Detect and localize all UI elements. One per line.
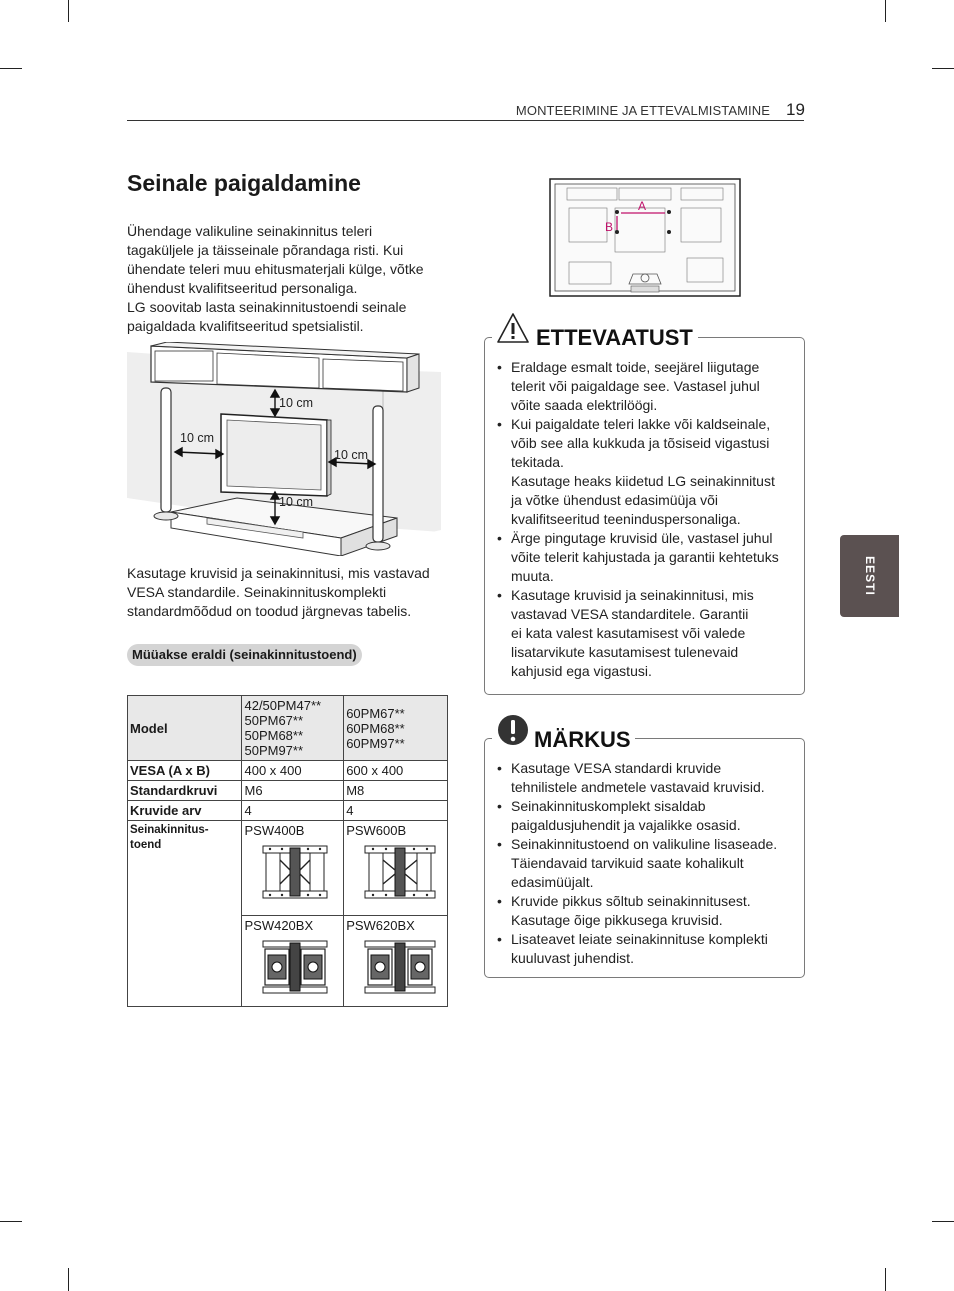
list-item: • Kruvide pikkus sõltub seinakinnitusest. Kasutage õige pikkusega kruvisid.: [485, 892, 804, 930]
models-cell: [242, 696, 344, 761]
vesa-header: VESA (A x B): [128, 761, 242, 781]
table-row: [128, 781, 448, 801]
model-name: 50PM67**: [244, 713, 304, 728]
model-name: 60PM67**: [346, 705, 405, 721]
crop-mark: [885, 0, 886, 22]
note-title: MÄRKUS: [530, 727, 635, 753]
bracket-image: [364, 939, 436, 995]
bracket-cell: [344, 916, 448, 1007]
caution-heading: [492, 312, 698, 352]
header-rule: [127, 120, 804, 121]
intro-line: paigaldada kvalifitseeritud spetsialistil.: [127, 318, 364, 334]
bracket-image: [262, 939, 328, 995]
screw-value: M8: [344, 781, 448, 801]
screw-count-value: 4: [344, 801, 448, 821]
bracket-header-line: Seinakinnitus-: [130, 824, 209, 836]
note-heading: [492, 714, 632, 754]
table-row: [128, 761, 448, 781]
vesa-value: 600 x 400: [344, 761, 448, 781]
caution-title: ETTEVAATUST: [532, 325, 697, 351]
intro-paragraph: [127, 222, 447, 336]
bracket-model: PSW620BX: [346, 918, 415, 933]
screw-header: Standardkruvi: [128, 781, 242, 801]
crop-mark: [0, 1221, 22, 1222]
wall-mount-spec-table: [127, 695, 448, 1007]
bracket-model: PSW600B: [346, 823, 407, 838]
note-box: [484, 738, 805, 978]
page-number: 19: [786, 100, 805, 119]
vesa-line: VESA standardile. Seinakinnituskomplekti: [127, 584, 387, 600]
caution-box: [484, 337, 805, 695]
intro-line: Ühendage valikuline seinakinnitus teleri: [127, 223, 373, 239]
note-list: [485, 739, 804, 968]
models-cell: [344, 696, 448, 761]
language-tab: [840, 535, 899, 617]
page-title: Seinale paigaldamine: [127, 170, 361, 196]
screw-count-header: Kruvide arv: [128, 801, 242, 821]
bracket-header: [128, 821, 242, 1007]
model-name: 50PM68**: [244, 728, 304, 743]
crop-mark: [932, 68, 954, 69]
language-tab-label: EESTI: [862, 556, 877, 596]
tv-back-diagram: [549, 178, 741, 298]
list-item: • Kui paigaldate teleri lakke või kaldseinale, võib see alla kukkuda ja tõsiseid vigastusi tekitada. Kasutage heaks kiidetud LG seinakinnitust ja võtke ühendust edasimüüja või kvalifitseeritud teeninduspersonaliga.: [485, 415, 804, 529]
running-header: MONTEERIMINE JA ETTEVALMISTAMINE: [515, 103, 770, 118]
list-item: • Eraldage esmalt toide, seejärel liigutage telerit või paigaldage see. Vastasel juhul võite saada elektrilöögi.: [485, 358, 804, 415]
crop-mark: [885, 1268, 886, 1291]
bracket-image: [262, 844, 328, 900]
list-item: • Kasutage VESA standardi kruvide tehnilistele andmetele vastavaid kruvisid.: [485, 759, 804, 797]
list-item: • Lisateavet leiate seinakinnituse komplekti kuuluvast juhendist.: [485, 930, 804, 968]
intro-line: ühendate teleri muu ehitusmaterjali külge, võtke: [127, 261, 424, 277]
sold-separately-label: Müüakse eraldi (seinakinnitustoend): [127, 644, 362, 666]
vesa-line: Kasutage kruvisid ja seinakinnitusi, mis vastavad: [127, 565, 430, 581]
table-row: [128, 801, 448, 821]
clearance-left-label: 10 cm: [180, 431, 215, 445]
clearance-bottom-label: 10 cm: [279, 495, 314, 509]
model-header: Model: [128, 696, 242, 761]
list-item: • Seinakinnituskomplekt sisaldab paigaldusjuhendit ja vajalikke osasid.: [485, 797, 804, 835]
bracket-image: [364, 844, 436, 900]
crop-mark: [68, 1268, 69, 1291]
list-item: • Seinakinnitustoend on valikuline lisaseade. Täiendavaid tarvikuid saate kohalikult edasimüüjalt.: [485, 835, 804, 892]
vesa-line: standardmõõdud on toodud järgnevas tabelis.: [127, 603, 412, 619]
screw-value: M6: [242, 781, 344, 801]
model-name: 60PM68**: [346, 720, 405, 736]
bracket-cell: [344, 821, 448, 916]
model-name: 50PM97**: [244, 743, 304, 758]
crop-mark: [0, 68, 22, 69]
clearance-right-label: 10 cm: [334, 448, 369, 462]
bracket-model: PSW420BX: [244, 918, 314, 933]
intro-line: tagaküljele ja täisseinale põrandaga risti. Kui: [127, 242, 404, 258]
vesa-value: 400 x 400: [242, 761, 344, 781]
screw-count-value: 4: [242, 801, 344, 821]
exclamation-circle-icon: [497, 714, 529, 746]
table-row: [128, 696, 448, 761]
bracket-cell: [242, 916, 344, 1007]
bracket-cell: [242, 821, 344, 916]
crop-mark: [68, 0, 69, 22]
dimension-b-label: B: [605, 220, 614, 234]
intro-line: LG soovitab lasta seinakinnitustoendi seinale: [127, 299, 407, 315]
list-item: • Ärge pingutage kruvisid üle, vastasel juhul võite telerit kahjustada ja garantii kehtetuks muuta.: [485, 529, 804, 586]
model-name: 60PM97**: [346, 735, 405, 751]
caution-list: [485, 338, 804, 681]
dimension-a-label: A: [638, 199, 647, 213]
table-row: [128, 821, 448, 916]
list-item: • Kasutage kruvisid ja seinakinnitusi, mis vastavad VESA standarditele. Garantii ei kata valest kasutamisest või valede lisatarvikute kasutamisest tulenevaid kahjusid ega vigastusi.: [485, 586, 804, 681]
crop-mark: [932, 1221, 954, 1222]
model-name: 42/50PM47**: [244, 698, 322, 713]
clearance-diagram: [127, 342, 443, 556]
clearance-top-label: 10 cm: [279, 396, 314, 410]
bracket-model: PSW400B: [244, 823, 305, 838]
warning-triangle-icon: [496, 312, 530, 344]
bracket-header-line: toend: [130, 839, 162, 851]
intro-line: ühendust kvalifitseeritud personaliga.: [127, 280, 358, 296]
vesa-paragraph: [127, 564, 447, 621]
